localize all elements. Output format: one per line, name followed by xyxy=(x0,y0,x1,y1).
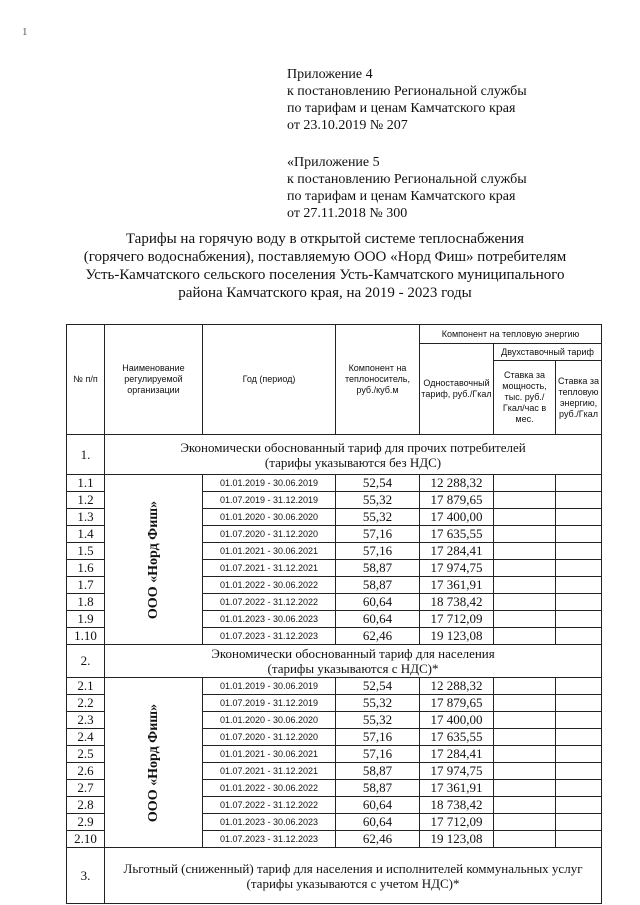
section-title xyxy=(105,435,602,475)
one-part-tariff: 17 879,65 xyxy=(420,492,494,509)
carrier-component: 62,46 xyxy=(336,628,420,645)
row-number: 2.7 xyxy=(67,780,105,797)
energy-rate xyxy=(556,814,602,831)
one-part-tariff: 17 974,75 xyxy=(420,763,494,780)
capacity-rate xyxy=(494,526,556,543)
header-capacity-rate: Ставка за мощность, тыс. руб./Гкал/час в мес. xyxy=(494,361,556,435)
one-part-tariff: 12 288,32 xyxy=(420,678,494,695)
header-one-part-tariff: Одноставочный тариф, руб./Гкал xyxy=(420,344,494,435)
capacity-rate xyxy=(494,746,556,763)
period-cell: 01.01.2020 - 30.06.2020 xyxy=(203,712,336,729)
period-cell: 01.07.2023 - 31.12.2023 xyxy=(203,831,336,848)
one-part-tariff: 17 284,41 xyxy=(420,746,494,763)
organization-name: ООО «Норд Фиш» xyxy=(145,500,161,619)
carrier-component: 55,32 xyxy=(336,492,420,509)
energy-rate xyxy=(556,475,602,492)
organization-cell xyxy=(105,678,203,848)
energy-rate xyxy=(556,611,602,628)
header-period: Год (период) xyxy=(203,325,336,435)
appendix-5-line: по тарифам и ценам Камчатского края xyxy=(287,189,516,204)
carrier-component: 52,54 xyxy=(336,475,420,492)
row-number: 2.6 xyxy=(67,763,105,780)
capacity-rate xyxy=(494,729,556,746)
carrier-component: 58,87 xyxy=(336,780,420,797)
period-cell: 01.07.2021 - 31.12.2021 xyxy=(203,560,336,577)
row-number: 1.1 xyxy=(67,475,105,492)
row-number: 1.2 xyxy=(67,492,105,509)
capacity-rate xyxy=(494,611,556,628)
table-row xyxy=(67,475,602,492)
capacity-rate xyxy=(494,678,556,695)
energy-rate xyxy=(556,628,602,645)
capacity-rate xyxy=(494,492,556,509)
document-title xyxy=(40,230,610,302)
section-number: 1. xyxy=(67,435,105,475)
energy-rate xyxy=(556,695,602,712)
section-title xyxy=(105,848,602,904)
energy-rate xyxy=(556,746,602,763)
section-header-row xyxy=(67,848,602,904)
row-number: 1.10 xyxy=(67,628,105,645)
capacity-rate xyxy=(494,475,556,492)
carrier-component: 62,46 xyxy=(336,831,420,848)
period-cell: 01.07.2019 - 31.12.2019 xyxy=(203,492,336,509)
carrier-component: 60,64 xyxy=(336,814,420,831)
period-cell: 01.01.2021 - 30.06.2021 xyxy=(203,543,336,560)
section-header-row xyxy=(67,435,602,475)
carrier-component: 60,64 xyxy=(336,594,420,611)
appendix-4-line: по тарифам и ценам Камчатского края xyxy=(287,101,516,116)
section-title-line: Экономически обоснованный тариф для населения xyxy=(211,646,495,661)
one-part-tariff: 17 635,55 xyxy=(420,526,494,543)
period-cell: 01.01.2019 - 30.06.2019 xyxy=(203,678,336,695)
period-cell: 01.01.2023 - 30.06.2023 xyxy=(203,814,336,831)
section-title-line: (тарифы указываются без НДС) xyxy=(264,454,442,470)
row-number: 1.5 xyxy=(67,543,105,560)
energy-rate xyxy=(556,780,602,797)
row-number: 2.1 xyxy=(67,678,105,695)
row-number: 2.2 xyxy=(67,695,105,712)
section-title-line: Экономически обоснованный тариф для прочих потребителей xyxy=(180,439,526,455)
header-energy-rate: Ставка за тепловую энергию, руб./Гкал xyxy=(556,361,602,435)
period-cell: 01.07.2021 - 31.12.2021 xyxy=(203,763,336,780)
title-line: (горячего водоснабжения), поставляемую ООО «Норд Фиш» потребителям xyxy=(83,249,567,265)
appendix-5-line: «Приложение 5 xyxy=(287,155,380,170)
period-cell: 01.07.2022 - 31.12.2022 xyxy=(203,797,336,814)
one-part-tariff: 17 879,65 xyxy=(420,695,494,712)
one-part-tariff: 17 635,55 xyxy=(420,729,494,746)
period-cell: 01.07.2023 - 31.12.2023 xyxy=(203,628,336,645)
one-part-tariff: 18 738,42 xyxy=(420,594,494,611)
appendix-5-line: к постановлению Региональной службы xyxy=(287,172,527,187)
one-part-tariff: 19 123,08 xyxy=(420,831,494,848)
appendix-4-line: к постановлению Региональной службы xyxy=(287,84,527,99)
energy-rate xyxy=(556,712,602,729)
organization-name: ООО «Норд Фиш» xyxy=(145,703,161,822)
carrier-component: 52,54 xyxy=(336,678,420,695)
period-cell: 01.01.2019 - 30.06.2019 xyxy=(203,475,336,492)
energy-rate xyxy=(556,831,602,848)
section-number: 2. xyxy=(67,645,105,678)
section-title-line: (тарифы указываются с НДС)* xyxy=(267,661,439,676)
capacity-rate xyxy=(494,780,556,797)
one-part-tariff: 17 361,91 xyxy=(420,780,494,797)
energy-rate xyxy=(556,492,602,509)
period-cell: 01.01.2020 - 30.06.2020 xyxy=(203,509,336,526)
appendix-4-header xyxy=(287,66,527,134)
header-number: № п/п xyxy=(67,325,105,435)
one-part-tariff: 17 974,75 xyxy=(420,560,494,577)
title-line: Тарифы на горячую воду в открытой системе теплоснабжения xyxy=(125,231,525,247)
section-header-row xyxy=(67,645,602,678)
carrier-component: 60,64 xyxy=(336,797,420,814)
capacity-rate xyxy=(494,509,556,526)
row-number: 2.4 xyxy=(67,729,105,746)
period-cell: 01.07.2019 - 31.12.2019 xyxy=(203,695,336,712)
period-cell: 01.01.2021 - 30.06.2021 xyxy=(203,746,336,763)
one-part-tariff: 17 712,09 xyxy=(420,814,494,831)
header-two-part-tariff: Двухставочный тариф xyxy=(494,344,602,361)
one-part-tariff: 18 738,42 xyxy=(420,797,494,814)
capacity-rate xyxy=(494,814,556,831)
energy-rate xyxy=(556,594,602,611)
section-title-line: (тарифы указываются с учетом НДС)* xyxy=(246,875,460,891)
capacity-rate xyxy=(494,577,556,594)
capacity-rate xyxy=(494,797,556,814)
energy-rate xyxy=(556,577,602,594)
capacity-rate xyxy=(494,560,556,577)
carrier-component: 58,87 xyxy=(336,577,420,594)
capacity-rate xyxy=(494,712,556,729)
header-organization: Наименование регулируемой организации xyxy=(105,325,203,435)
row-number: 2.8 xyxy=(67,797,105,814)
carrier-component: 57,16 xyxy=(336,746,420,763)
period-cell: 01.01.2023 - 30.06.2023 xyxy=(203,611,336,628)
carrier-component: 57,16 xyxy=(336,526,420,543)
period-cell: 01.01.2022 - 30.06.2022 xyxy=(203,577,336,594)
row-number: 2.9 xyxy=(67,814,105,831)
one-part-tariff: 17 361,91 xyxy=(420,577,494,594)
table-row xyxy=(67,678,602,695)
one-part-tariff: 19 123,08 xyxy=(420,628,494,645)
carrier-component: 58,87 xyxy=(336,763,420,780)
one-part-tariff: 17 400,00 xyxy=(420,509,494,526)
title-line: Усть-Камчатского сельского поселения Усть-Камчатского муниципального xyxy=(85,267,565,283)
energy-rate xyxy=(556,543,602,560)
energy-rate xyxy=(556,797,602,814)
period-cell: 01.07.2020 - 31.12.2020 xyxy=(203,526,336,543)
carrier-component: 57,16 xyxy=(336,543,420,560)
one-part-tariff: 12 288,32 xyxy=(420,475,494,492)
one-part-tariff: 17 400,00 xyxy=(420,712,494,729)
row-number: 1.7 xyxy=(67,577,105,594)
carrier-component: 55,32 xyxy=(336,712,420,729)
carrier-component: 60,64 xyxy=(336,611,420,628)
appendix-5-line: от 27.11.2018 № 300 xyxy=(287,206,408,221)
one-part-tariff: 17 284,41 xyxy=(420,543,494,560)
row-number: 2.3 xyxy=(67,712,105,729)
header-thermal-energy: Компонент на тепловую энергию xyxy=(420,325,602,344)
carrier-component: 58,87 xyxy=(336,560,420,577)
carrier-component: 55,32 xyxy=(336,695,420,712)
row-number: 1.8 xyxy=(67,594,105,611)
row-number: 2.5 xyxy=(67,746,105,763)
row-number: 1.9 xyxy=(67,611,105,628)
energy-rate xyxy=(556,678,602,695)
row-number: 1.3 xyxy=(67,509,105,526)
row-number: 2.10 xyxy=(67,831,105,848)
capacity-rate xyxy=(494,763,556,780)
capacity-rate xyxy=(494,695,556,712)
section-number: 3. xyxy=(67,848,105,904)
energy-rate xyxy=(556,509,602,526)
appendix-4-line: Приложение 4 xyxy=(287,67,373,82)
title-line: района Камчатского края, на 2019 - 2023 годы xyxy=(178,285,472,301)
header-carrier: Компонент на теплоноситель, руб./куб.м xyxy=(336,325,420,435)
capacity-rate xyxy=(494,594,556,611)
capacity-rate xyxy=(494,831,556,848)
energy-rate xyxy=(556,526,602,543)
section-title xyxy=(105,645,602,678)
energy-rate xyxy=(556,729,602,746)
row-number: 1.4 xyxy=(67,526,105,543)
appendix-5-header xyxy=(287,154,527,222)
capacity-rate xyxy=(494,543,556,560)
carrier-component: 57,16 xyxy=(336,729,420,746)
period-cell: 01.01.2022 - 30.06.2022 xyxy=(203,780,336,797)
corner-mark: 1 xyxy=(22,26,28,38)
organization-cell xyxy=(105,475,203,645)
section-title-line: Льготный (сниженный) тариф для населения и исполнителей коммунальных услуг xyxy=(123,860,583,876)
capacity-rate xyxy=(494,628,556,645)
period-cell: 01.07.2020 - 31.12.2020 xyxy=(203,729,336,746)
energy-rate xyxy=(556,560,602,577)
row-number: 1.6 xyxy=(67,560,105,577)
period-cell: 01.07.2022 - 31.12.2022 xyxy=(203,594,336,611)
tariff-table xyxy=(66,324,602,904)
energy-rate xyxy=(556,763,602,780)
one-part-tariff: 17 712,09 xyxy=(420,611,494,628)
carrier-component: 55,32 xyxy=(336,509,420,526)
appendix-4-line: от 23.10.2019 № 207 xyxy=(287,118,408,133)
